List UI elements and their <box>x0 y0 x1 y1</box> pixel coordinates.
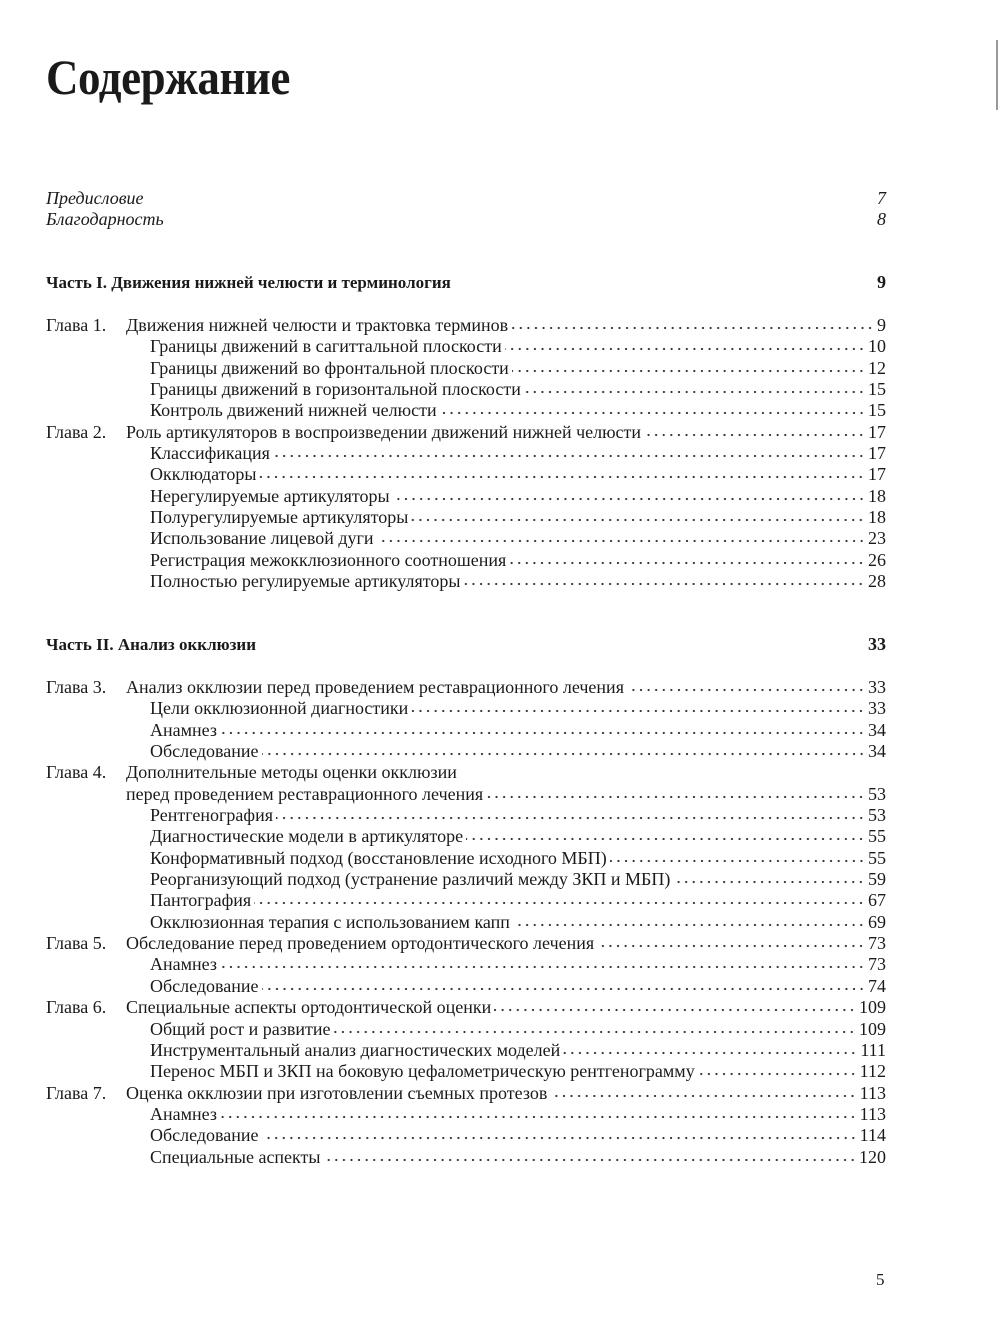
toc-front-item[interactable] <box>46 188 886 209</box>
dot-leader <box>276 815 865 821</box>
toc-entry-title: Роль артикуляторов в воспроизведении движений нижней челюсти <box>126 421 642 442</box>
toc-page-number: 17 <box>868 464 886 485</box>
dot-leader <box>220 1114 857 1120</box>
toc-page-number: 113 <box>859 1082 886 1103</box>
toc-entry-title: Дополнительные методы оценки окклюзии <box>126 762 457 783</box>
dot-leader <box>486 794 865 800</box>
toc-page-number: 8 <box>877 209 886 229</box>
toc-page-number: 15 <box>868 379 886 400</box>
toc-entry-title: Общий рост и развитие <box>150 1018 331 1039</box>
part-2-entries <box>46 677 886 1168</box>
toc-section-entry[interactable] <box>46 443 886 464</box>
chapter-label: Глава 5. <box>46 933 107 954</box>
toc-page-number: 113 <box>859 1103 886 1124</box>
dot-leader <box>220 964 865 970</box>
toc-chapter-entry[interactable] <box>46 762 886 783</box>
dot-leader <box>463 581 865 587</box>
dot-leader <box>512 368 865 374</box>
dot-leader <box>411 517 865 523</box>
toc-entry-title: Окклюзионная терапия с использованием капп <box>150 911 510 932</box>
toc-page-number: 112 <box>859 1061 886 1082</box>
dot-leader <box>627 687 865 693</box>
toc-page-number: 74 <box>868 975 886 996</box>
toc-entry-title: Использование лицевой дуги <box>150 528 374 549</box>
toc-page-number: 59 <box>868 869 886 890</box>
toc-section-entry[interactable] <box>46 1104 886 1125</box>
toc-section-entry[interactable] <box>46 976 886 997</box>
toc-page-number: 18 <box>868 485 886 506</box>
dot-leader <box>513 922 865 928</box>
dot-leader <box>494 1007 856 1013</box>
toc-entry-title: Анамнез <box>150 719 217 740</box>
toc-section-entry[interactable] <box>46 805 886 826</box>
dot-leader <box>466 836 865 842</box>
toc-entry-title: Нерегулируемые артикуляторы <box>150 485 390 506</box>
toc-page-number: 73 <box>868 954 886 975</box>
toc-entry-title: Благодарность <box>46 209 164 229</box>
page-edge-mark <box>996 40 998 110</box>
toc-entry-title: Окклюдаторы <box>150 464 257 485</box>
toc-section-entry[interactable] <box>46 912 886 933</box>
toc-section-entry[interactable] <box>46 1040 886 1061</box>
dot-leader <box>377 538 865 544</box>
toc-entry-title: Границы движений в горизонтальной плоскости <box>150 379 521 400</box>
dot-leader <box>262 1135 857 1141</box>
toc-section-entry[interactable] <box>46 550 886 571</box>
chapter-label: Глава 1. <box>46 315 107 335</box>
chapter-label: Глава 3. <box>46 677 107 697</box>
part-heading[interactable] <box>46 272 886 293</box>
toc-entry-title: Специальные аспекты <box>150 1146 321 1167</box>
toc-page-number: 12 <box>868 357 886 378</box>
toc-section-entry[interactable] <box>46 379 886 400</box>
toc-page-number: 120 <box>859 1146 886 1167</box>
dot-leader <box>393 496 865 502</box>
dot-leader <box>644 432 865 438</box>
dot-leader <box>254 900 865 906</box>
toc-page-number: 53 <box>868 805 886 826</box>
toc-page-number: 55 <box>868 847 886 868</box>
toc-entry-title: Анализ окклюзии перед проведением реставрационного лечения <box>126 677 624 697</box>
toc-page-number: 33 <box>868 698 886 719</box>
chapter-label: Глава 2. <box>46 421 107 442</box>
toc-section-entry[interactable] <box>46 720 886 741</box>
toc-section-entry[interactable] <box>46 1061 886 1082</box>
dot-leader <box>563 1050 857 1056</box>
toc-section-entry[interactable] <box>46 486 886 507</box>
toc-section-entry[interactable] <box>46 1147 886 1168</box>
toc-page-number: 34 <box>868 719 886 740</box>
dot-leader <box>511 325 874 331</box>
toc-entry-title: Конформативный подход (восстановление исходного МБП) <box>150 847 607 868</box>
chapter-label: Глава 4. <box>46 762 107 783</box>
toc-section-entry[interactable] <box>46 528 886 549</box>
toc-entry-title: Рентгенография <box>150 805 273 826</box>
toc-section-entry[interactable] <box>46 464 886 485</box>
toc-section-entry[interactable] <box>46 336 886 357</box>
toc-entry-title: Инструментальный анализ диагностических моделей <box>150 1039 561 1060</box>
toc-entry-title: Границы движений в сагиттальной плоскости <box>150 336 502 357</box>
toc-section-entry[interactable] <box>46 741 886 762</box>
dot-leader <box>262 751 865 757</box>
toc-page-number: 18 <box>868 507 886 528</box>
toc-page-number: 23 <box>868 528 886 549</box>
toc-entry-title: Предисловие <box>46 188 144 208</box>
toc-page-number: 9 <box>877 315 886 335</box>
toc-entry-title: Обследование <box>150 975 259 996</box>
dot-leader <box>597 943 865 949</box>
toc-entry-title: Границы движений во фронтальной плоскости <box>150 357 509 378</box>
dot-leader <box>220 730 865 736</box>
toc-section-entry[interactable] <box>46 1125 886 1146</box>
toc-page-number: 109 <box>859 997 886 1018</box>
dot-leader <box>610 858 865 864</box>
toc-entry-title: Обследование <box>150 1125 259 1146</box>
toc-chapter-entry[interactable] <box>46 933 886 954</box>
toc-page-number: 53 <box>868 783 886 804</box>
toc-section-entry[interactable] <box>46 869 886 890</box>
part-title: Часть II. Анализ окклюзии <box>46 635 257 654</box>
toc-chapter-entry[interactable] <box>46 422 886 443</box>
toc-page-number: 109 <box>859 1018 886 1039</box>
toc-chapter-entry-continued[interactable] <box>46 784 886 805</box>
dot-leader <box>324 1157 856 1163</box>
toc-entry-title: Движения нижней челюсти и трактовка терминов <box>126 315 509 335</box>
dot-leader <box>524 389 865 395</box>
toc-entry-title: Анамнез <box>150 954 217 975</box>
chapter-label: Глава 6. <box>46 997 107 1018</box>
toc-page-number: 28 <box>868 571 886 592</box>
folio-page-number: 5 <box>876 1270 885 1289</box>
toc-entry-title: Полностью регулируемые артикуляторы <box>150 571 461 592</box>
dot-leader <box>262 986 865 992</box>
toc-page-number: 10 <box>868 336 886 357</box>
toc-page-number: 69 <box>868 911 886 932</box>
toc-entry-title: Специальные аспекты ортодонтической оценки <box>126 997 492 1018</box>
toc-section-entry[interactable] <box>46 400 886 421</box>
page-title: Содержание <box>46 49 290 105</box>
toc-entry-title: Перенос МБП и ЗКП на боковую цефалометрическую рентгенограмму <box>150 1061 695 1082</box>
toc-page-number: 17 <box>868 443 886 464</box>
dot-leader <box>333 1029 856 1035</box>
part-title: Часть I. Движения нижней челюсти и терминология <box>46 273 451 292</box>
toc-entry-title: Полурегулируемые артикуляторы <box>150 507 409 528</box>
toc-entry-title: Цели окклюзионной диагностики <box>150 698 409 719</box>
toc-chapter-entry[interactable] <box>46 997 886 1018</box>
toc-entry-title: Реорганизующий подход (устранение различий между ЗКП и МБП) <box>150 869 671 890</box>
dot-leader <box>509 560 865 566</box>
toc-entry-title: Анамнез <box>150 1103 217 1124</box>
toc-page-number: 67 <box>868 890 886 911</box>
toc-entry-title: Классификация <box>150 443 270 464</box>
toc-section-entry[interactable] <box>46 358 886 379</box>
toc-page-number: 7 <box>877 188 886 208</box>
part-1-entries <box>46 315 886 592</box>
toc-entry-title: Пантография <box>150 890 252 911</box>
toc-section-entry[interactable] <box>46 571 886 592</box>
toc-section-entry[interactable] <box>46 1019 886 1040</box>
part-page-number: 9 <box>877 272 886 292</box>
toc-entry-title: Контроль движений нижней челюсти <box>150 400 437 421</box>
toc-chapter-entry[interactable] <box>46 315 886 336</box>
toc-entry-title: Оценка окклюзии при изготовлении съемных протезов <box>126 1082 548 1103</box>
toc-chapter-entry[interactable] <box>46 1083 886 1104</box>
toc-page-number: 26 <box>868 549 886 570</box>
toc-page-number: 73 <box>868 933 886 954</box>
toc-page-number: 34 <box>868 741 886 762</box>
toc-entry-title: Обследование <box>150 741 259 762</box>
toc-page-number: 114 <box>859 1125 886 1146</box>
toc-page-number: 17 <box>868 421 886 442</box>
toc-entry-title: Регистрация межокклюзионного соотношения <box>150 549 507 570</box>
dot-leader <box>411 708 865 714</box>
dot-leader <box>550 1093 856 1099</box>
toc-entry-title: перед проведением реставрационного лечения <box>126 783 484 804</box>
dot-leader <box>698 1071 857 1077</box>
toc-section-entry[interactable] <box>46 890 886 911</box>
dot-leader <box>259 474 865 480</box>
toc-page-number: 33 <box>868 677 886 697</box>
toc-entry-title: Обследование перед проведением ортодонтического лечения <box>126 933 595 954</box>
dot-leader <box>673 879 865 885</box>
toc-section-entry[interactable] <box>46 848 886 869</box>
part-heading[interactable] <box>46 634 886 655</box>
toc-section-entry[interactable] <box>46 954 886 975</box>
dot-leader <box>505 346 865 352</box>
dot-leader <box>273 453 865 459</box>
toc-page-number: 15 <box>868 400 886 421</box>
toc-section-entry[interactable] <box>46 507 886 528</box>
toc-section-entry[interactable] <box>46 698 886 719</box>
toc-page-number: 111 <box>860 1039 886 1060</box>
dot-leader <box>440 410 865 416</box>
toc-page-number: 55 <box>868 826 886 847</box>
part-page-number: 33 <box>868 634 886 654</box>
toc-entry-title: Диагностические модели в артикуляторе <box>150 826 464 847</box>
toc-chapter-entry[interactable] <box>46 677 886 698</box>
toc-section-entry[interactable] <box>46 826 886 847</box>
chapter-label: Глава 7. <box>46 1082 107 1103</box>
toc-front-item[interactable] <box>46 209 886 230</box>
